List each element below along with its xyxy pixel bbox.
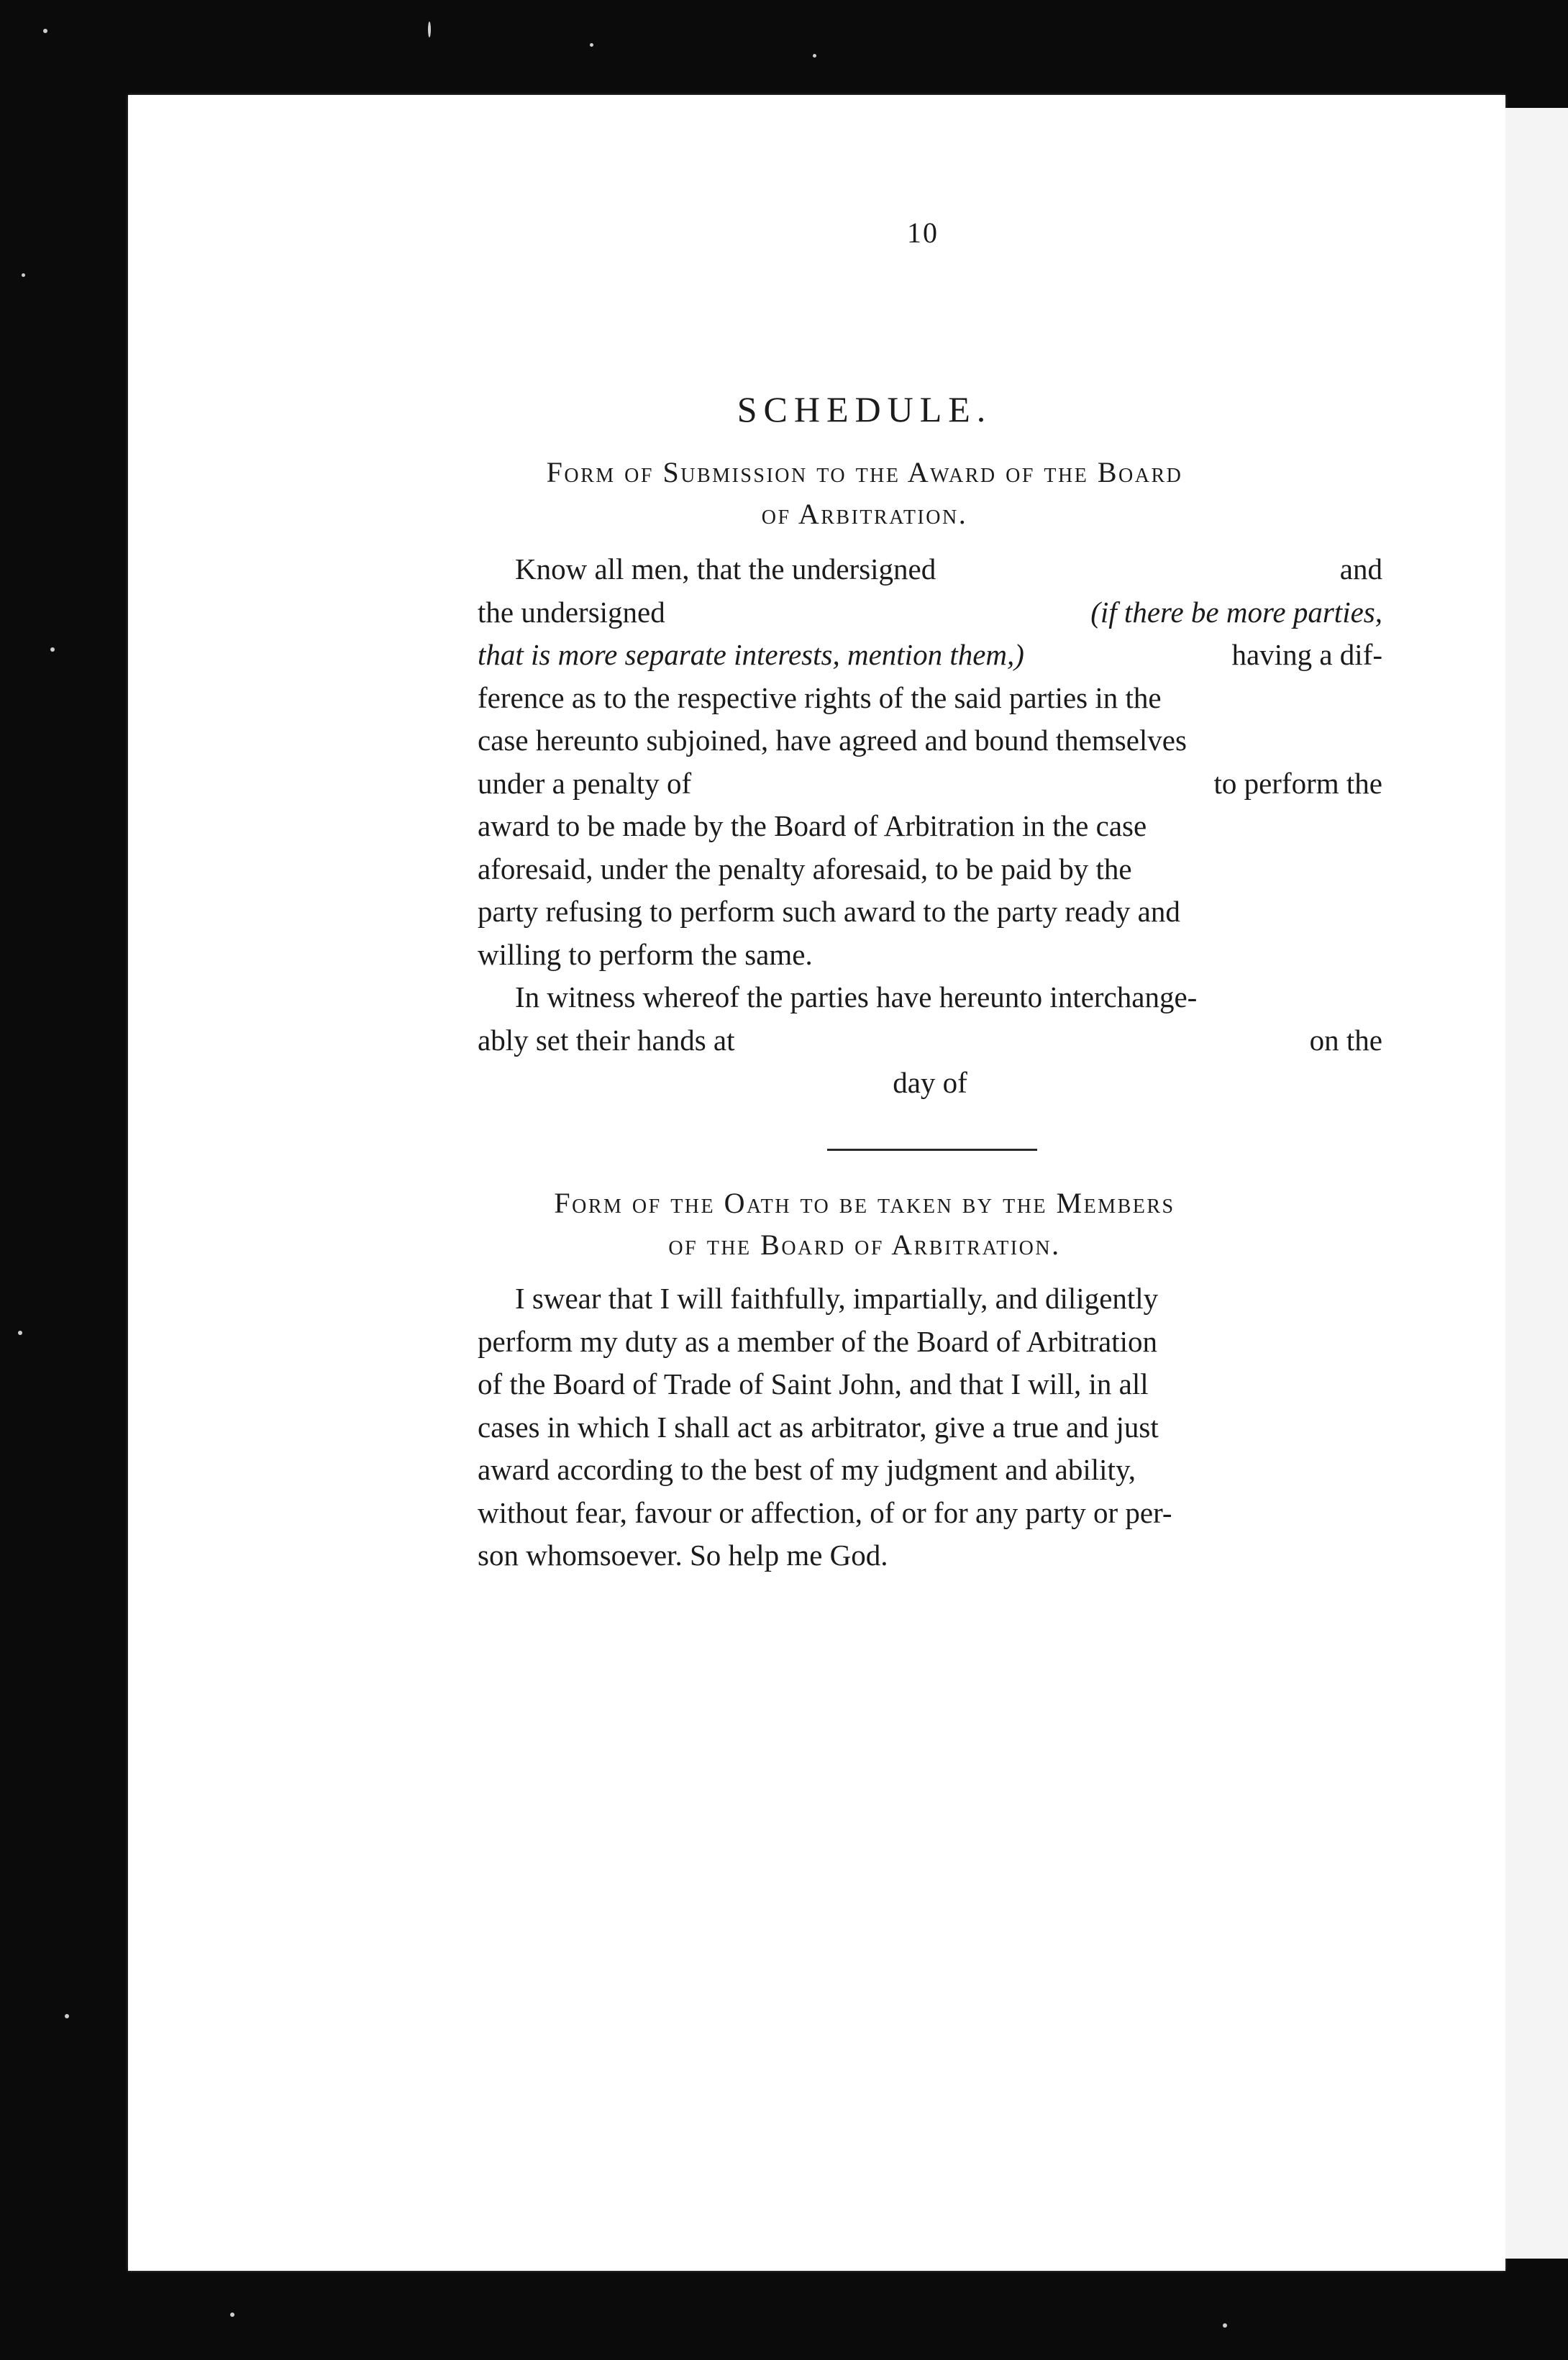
oath-line-text: I swear that I will faithfully, impartially, and diligently — [515, 1282, 1159, 1315]
submission-line-left: ably set their hands at — [478, 1023, 735, 1057]
adjacent-page-edge — [1505, 108, 1568, 2259]
submission-line-text: day of — [893, 1066, 967, 1099]
oath-heading-line: of the Board of Arbitration. — [668, 1229, 1061, 1261]
scan-speck — [590, 43, 593, 47]
submission-line-text: case hereunto subjoined, have agreed and bound themselves — [478, 724, 1187, 757]
submission-line-text: ference as to the respective rights of the said parties in the — [478, 680, 1162, 714]
oath-text — [478, 1277, 1382, 1577]
scan-speck — [18, 1331, 22, 1335]
submission-line — [478, 976, 1382, 1019]
submission-line-text: aforesaid, under the penalty aforesaid, to be paid by the — [478, 852, 1132, 885]
submission-line-right: to perform the — [1213, 766, 1382, 800]
submission-line — [478, 719, 1382, 762]
oath-line — [478, 1406, 1382, 1449]
submission-line-right: on the — [1309, 1023, 1382, 1057]
scan-speck — [50, 647, 55, 652]
oath-heading-line: Form of the Oath to be taken by the Members — [554, 1187, 1175, 1219]
oath-heading — [347, 1183, 1382, 1266]
submission-line-right: having a dif- — [1231, 638, 1382, 671]
scan-speck — [65, 2014, 69, 2018]
submission-line — [478, 591, 1382, 634]
submission-line-text: willing to perform the same. — [478, 937, 813, 971]
scan-speck — [1223, 2323, 1227, 2328]
scan-speck — [22, 273, 25, 277]
submission-heading-line: of Arbitration. — [761, 498, 968, 530]
submission-line-right: (if there be more parties, — [1090, 595, 1382, 629]
oath-line — [478, 1277, 1382, 1321]
oath-line-text: award according to the best of my judgment and ability, — [478, 1453, 1136, 1486]
oath-line — [478, 1449, 1382, 1492]
submission-line — [478, 548, 1382, 591]
submission-line-left: that is more separate interests, mention them,) — [478, 638, 1024, 671]
scan-speck — [428, 22, 431, 37]
scan-speck — [813, 54, 816, 58]
submission-line — [478, 762, 1382, 806]
oath-line-text: perform my duty as a member of the Board of Arbitration — [478, 1324, 1158, 1358]
submission-line-left: Know all men, that the undersigned — [515, 552, 936, 586]
oath-line-text: cases in which I shall act as arbitrator, give a true and just — [478, 1410, 1159, 1444]
submission-line-left: the undersigned — [478, 595, 665, 629]
submission-line — [478, 1062, 1382, 1105]
submission-line-text: award to be made by the Board of Arbitration in the case — [478, 809, 1147, 842]
submission-line — [478, 890, 1382, 934]
submission-line — [478, 848, 1382, 891]
submission-line-left: under a penalty of — [478, 766, 692, 800]
oath-line — [478, 1321, 1382, 1364]
page-number: 10 — [907, 217, 939, 249]
submission-line-text: In witness whereof the parties have hereunto interchange- — [515, 980, 1198, 1013]
oath-line — [478, 1534, 1382, 1577]
submission-heading — [347, 452, 1382, 535]
oath-line — [478, 1363, 1382, 1406]
oath-line-text: without fear, favour or affection, of or for any party or per- — [478, 1495, 1172, 1529]
submission-line — [478, 634, 1382, 677]
oath-line — [478, 1492, 1382, 1535]
section-divider — [827, 1149, 1037, 1151]
submission-form-text — [478, 548, 1382, 1105]
submission-line — [478, 677, 1382, 720]
submission-line — [478, 934, 1382, 977]
submission-line — [478, 1019, 1382, 1062]
scan-speck — [230, 2313, 234, 2317]
oath-line-text: son whomsoever. So help me God. — [478, 1539, 888, 1572]
schedule-heading: SCHEDULE. — [737, 389, 993, 429]
submission-line-right: and — [1339, 552, 1382, 586]
submission-heading-line: Form of Submission to the Award of the Board — [546, 456, 1183, 488]
submission-line — [478, 805, 1382, 848]
oath-line-text: of the Board of Trade of Saint John, and that I will, in all — [478, 1367, 1149, 1400]
scan-speck — [43, 29, 47, 33]
submission-line-text: party refusing to perform such award to the party ready and — [478, 895, 1180, 928]
